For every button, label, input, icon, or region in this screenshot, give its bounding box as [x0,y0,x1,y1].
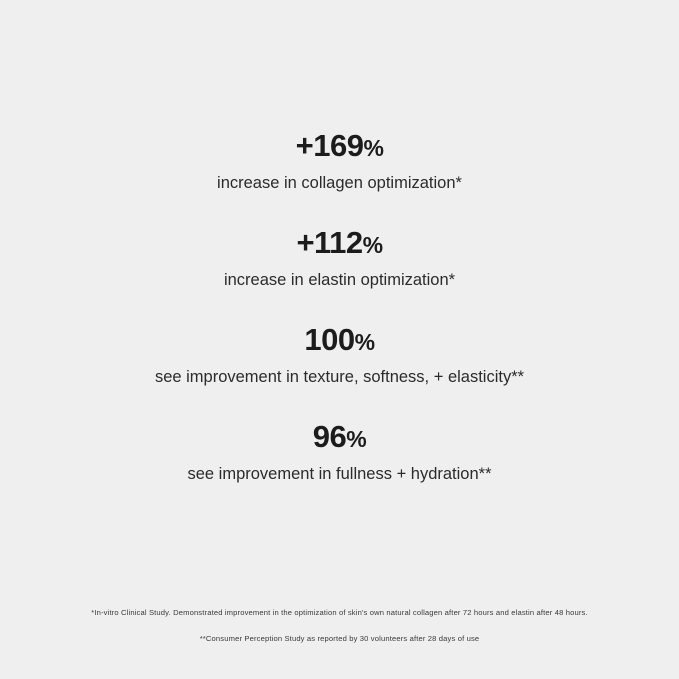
stat-value-percent: % [346,426,367,453]
stat-item [0,225,679,291]
stat-label: increase in collagen optimization* [217,173,462,192]
stat-label: increase in elastin optimization* [223,270,456,289]
footnote-clinical-study: *In-vitro Clinical Study. Demonstrated improvement in the optimization of skin's own natural collagen after 72 hours and elastin after 48 hours. [91,607,588,617]
stat-label: see improvement in texture, softness, + elasticity** [154,367,525,386]
stat-value-number: +169 [295,128,364,163]
stat-value-percent: % [363,135,384,161]
footnote-consumer-study: **Consumer Perception Study as reported by 30 volunteers after 28 days of use [199,634,480,644]
stat-value [0,225,679,261]
stat-value-number: 96 [312,419,347,455]
stat-value-number: 100 [304,322,355,358]
stat-value [0,128,679,164]
stat-value-percent: % [354,329,375,356]
footnotes [0,608,679,645]
stat-value [0,419,679,455]
stat-value-number: +112 [296,225,363,261]
stat-item [0,419,679,485]
stat-item [0,322,679,388]
stat-value [0,322,679,358]
stat-item [0,128,679,194]
stat-value-percent: % [362,232,383,259]
stats-list [0,128,679,485]
stat-label: see improvement in fullness + hydration** [187,464,492,483]
